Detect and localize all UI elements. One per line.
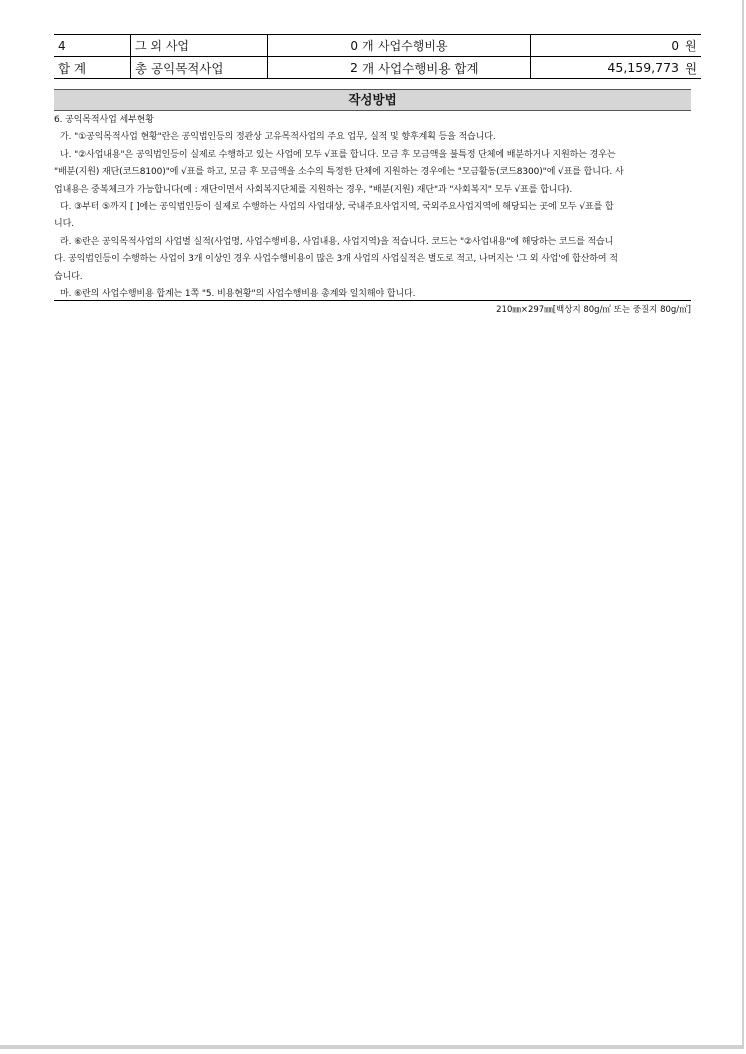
method-title: 작성방법 [54, 89, 691, 111]
cost-label: 사업수행비용 [374, 35, 531, 57]
business-count: 2 [268, 57, 363, 79]
note-line: 다. ③부터 ⑤까지 [ ]에는 공익법인등이 실제로 수행하는 사업의 사업대상, 국내주요사업지역, 국외주요사업지역에 해당되는 곳에 모두 √표를 합 [60, 202, 614, 213]
note-line: "배분(지원) 재단(코드8100)"에 √표를 하고, 모금 후 모금액을 소수의 특정한 단체에 지원하는 경우에는 "모금활동(코드8300)"에 √표를 합니다. 사 [54, 167, 624, 178]
cost-amount: 45,159,773 [531, 57, 684, 79]
count-unit: 개 [362, 57, 374, 79]
row-number: 4 [54, 35, 131, 57]
note-line: 마. ⑥란의 사업수행비용 합계는 1쪽 "5. 비용현황"의 사업수행비용 총계와 일치해야 합니다. [60, 289, 416, 300]
table-row-total [54, 57, 701, 79]
note-line: 나. "②사업내용"은 공익법인등이 실제로 수행하고 있는 사업에 모두 √표를 합니다. 모금 후 모금액을 불특정 단체에 배분하거나 지원하는 경우는 [60, 149, 616, 160]
cost-amount: 0 [531, 35, 684, 57]
note-line: 다. 공익법인등이 수행하는 사업이 3개 이상인 경우 사업수행비용이 많은 3개 사업의 사업실적은 별도로 적고, 나머지는 '그 외 사업'에 합산하여 적 [54, 254, 618, 265]
table-row [54, 35, 701, 57]
cost-label: 사업수행비용 합계 [374, 57, 531, 79]
divider [54, 300, 691, 301]
method-notes [54, 112, 694, 303]
currency-unit: 원 [683, 57, 701, 79]
business-name: 총 공익목적사업 [131, 57, 268, 79]
note-line: 습니다. [54, 271, 83, 282]
business-name: 그 외 사업 [131, 35, 268, 57]
currency-unit: 원 [683, 35, 701, 57]
row-number: 합 계 [54, 57, 131, 79]
note-line: 니다. [54, 219, 74, 230]
count-unit: 개 [362, 35, 374, 57]
note-line: 업내용은 중복체크가 가능합니다(예 : 재단이면서 사회복지단체를 지원하는 경우, "배분(지원) 재단"과 "사회복지" 모두 √표를 합니다). [54, 184, 573, 195]
note-line: 라. ⑥란은 공익목적사업의 사업별 실적(사업명, 사업수행비용, 사업내용, 사업지역)을 적습니다. 코드는 "②사업내용"에 해당하는 코드를 적습니 [60, 236, 614, 247]
note-line: 가. "①공익목적사업 현황"란은 공익법인등의 정관상 고유목적사업의 주요 업무, 실적 및 향후계획 등을 적습니다. [60, 132, 496, 143]
section-heading: 6. 공익목적사업 세부현황 [54, 115, 154, 125]
business-count: 0 [268, 35, 363, 57]
business-summary-table [54, 34, 701, 79]
paper-spec-note: 210㎜×297㎜[백상지 80g/㎡ 또는 중질지 80g/㎡] [496, 305, 691, 315]
